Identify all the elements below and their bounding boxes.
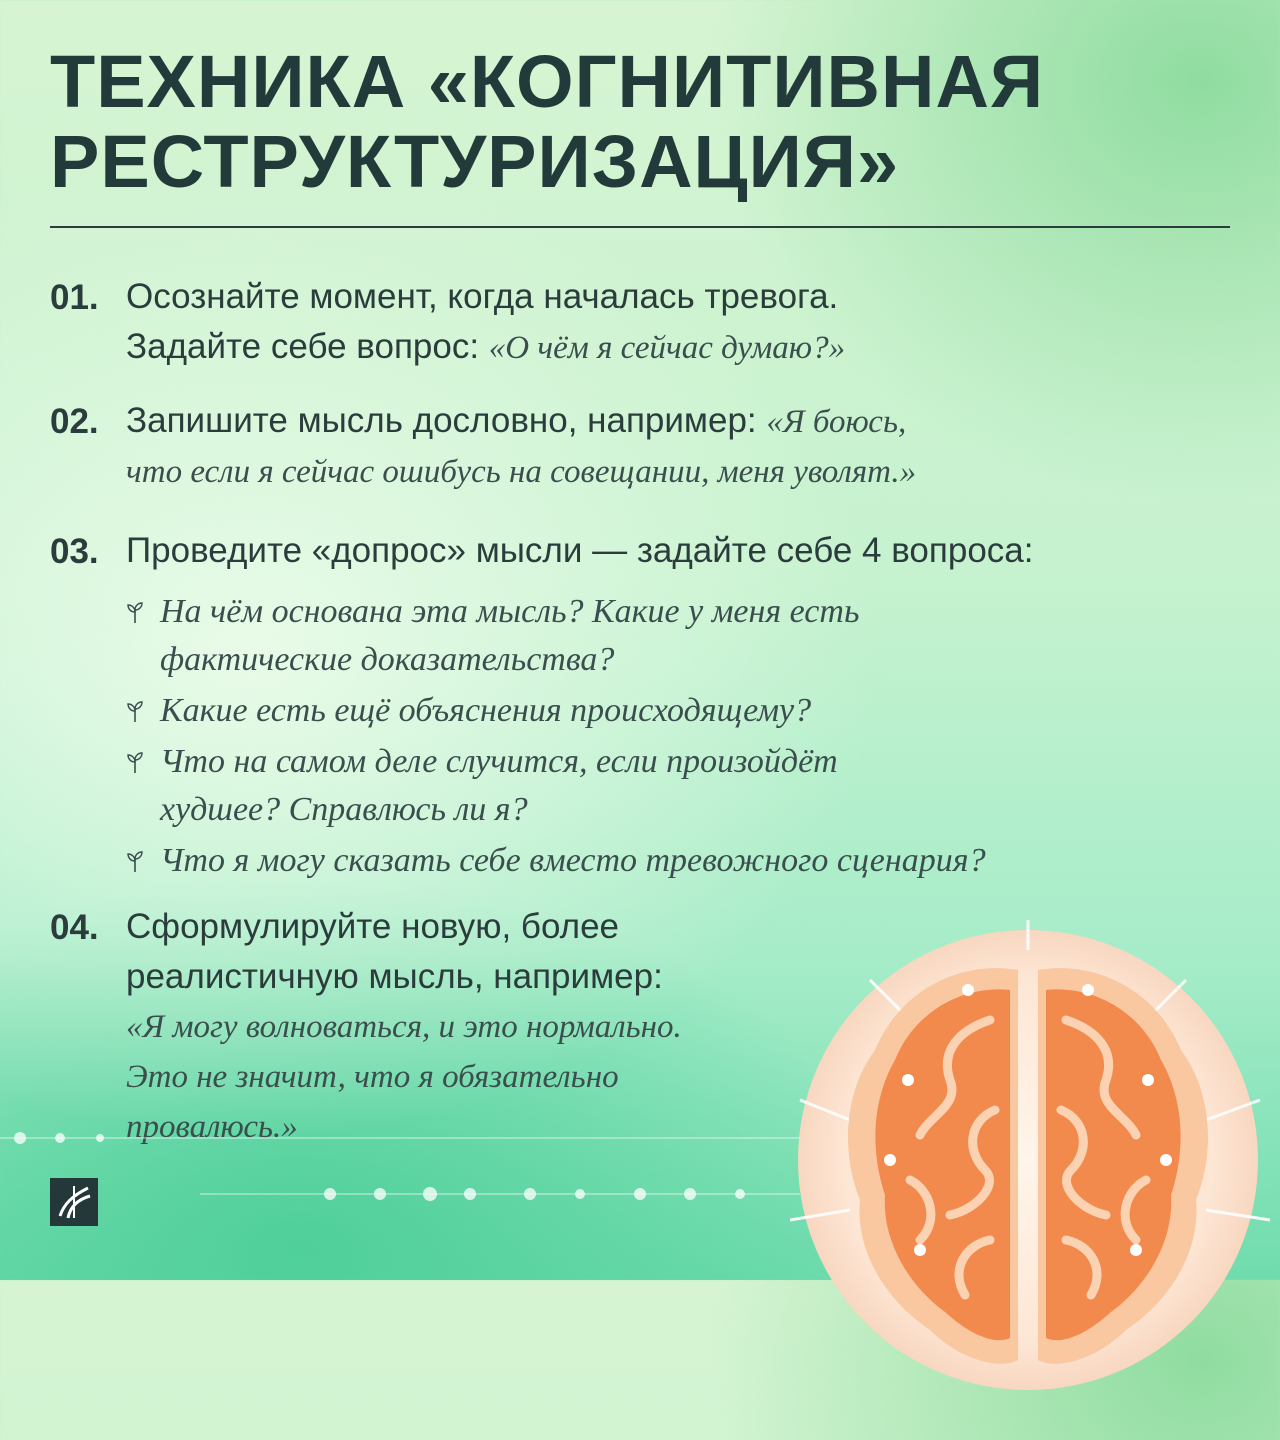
question-item (126, 738, 1206, 834)
question-item (126, 588, 1206, 684)
step-2-quote-start: «Я боюсь, (766, 404, 907, 440)
brand-logo-icon (50, 1178, 98, 1226)
step-1-text (126, 272, 845, 373)
step-1-line-2 (126, 322, 845, 373)
sprout-icon (126, 752, 144, 774)
question-item (126, 687, 1206, 735)
step-3-number: 03. (50, 532, 99, 571)
step-2-line-1-prefix: Запишите мысль дословно, например: (126, 401, 767, 440)
page-title (50, 42, 1230, 202)
step-2-text (126, 396, 916, 497)
question-1-line-1: На чём основана эта мысль? Какие у меня есть (160, 593, 860, 630)
brain-icon (790, 920, 1280, 1440)
step-2-number: 02. (50, 402, 99, 441)
step-4-number: 04. (50, 908, 99, 947)
question-2-line-1: Какие есть ещё объяснения происходящему? (160, 692, 812, 729)
step-1-line-2-prefix: Задайте себе вопрос: (126, 327, 489, 366)
title-line-1: ТЕХНИКА «КОГНИТИВНАЯ (50, 40, 1045, 123)
step-1-quote: «О чём я сейчас думаю?» (488, 330, 846, 366)
question-item (126, 837, 1206, 885)
step-2-line-1 (126, 396, 916, 447)
question-list (126, 588, 1206, 888)
step-2-quote-end: что если я сейчас ошибусь на совещании, меня уволят.» (126, 454, 917, 490)
step-4-line-1: Сформулируйте новую, более (126, 907, 620, 946)
step-4-line-2: реалистичную мысль, например: (126, 957, 663, 996)
sprout-icon (126, 602, 144, 624)
title-line-2: РЕСТРУКТУРИЗАЦИЯ» (50, 120, 900, 203)
question-3-line-2: худшее? Справлюсь ли я? (160, 791, 528, 828)
question-1-line-2: фактические доказательства? (160, 641, 615, 678)
step-3-text: Проведите «допрос» мысли — задайте себе 4 вопроса: (126, 531, 1034, 570)
step-1-line-1: Осознайте момент, когда началась тревога. (126, 277, 839, 316)
question-4-line-1: Что я могу сказать себе вместо тревожного сценария? (160, 842, 986, 879)
step-4-quote-3: провалюсь.» (126, 1109, 298, 1145)
title-divider (50, 226, 1230, 228)
decorative-dots (0, 1120, 800, 1220)
step-4-text (126, 902, 682, 1152)
question-3-line-1: Что на самом деле случится, если произойдёт (160, 743, 838, 780)
step-4-quote-1: «Я могу волноваться, и это нормально. (126, 1009, 682, 1045)
step-4-quote-2: Это не значит, что я обязательно (126, 1059, 619, 1095)
sprout-icon (126, 851, 144, 873)
sprout-icon (126, 701, 144, 723)
step-1-number: 01. (50, 278, 99, 317)
